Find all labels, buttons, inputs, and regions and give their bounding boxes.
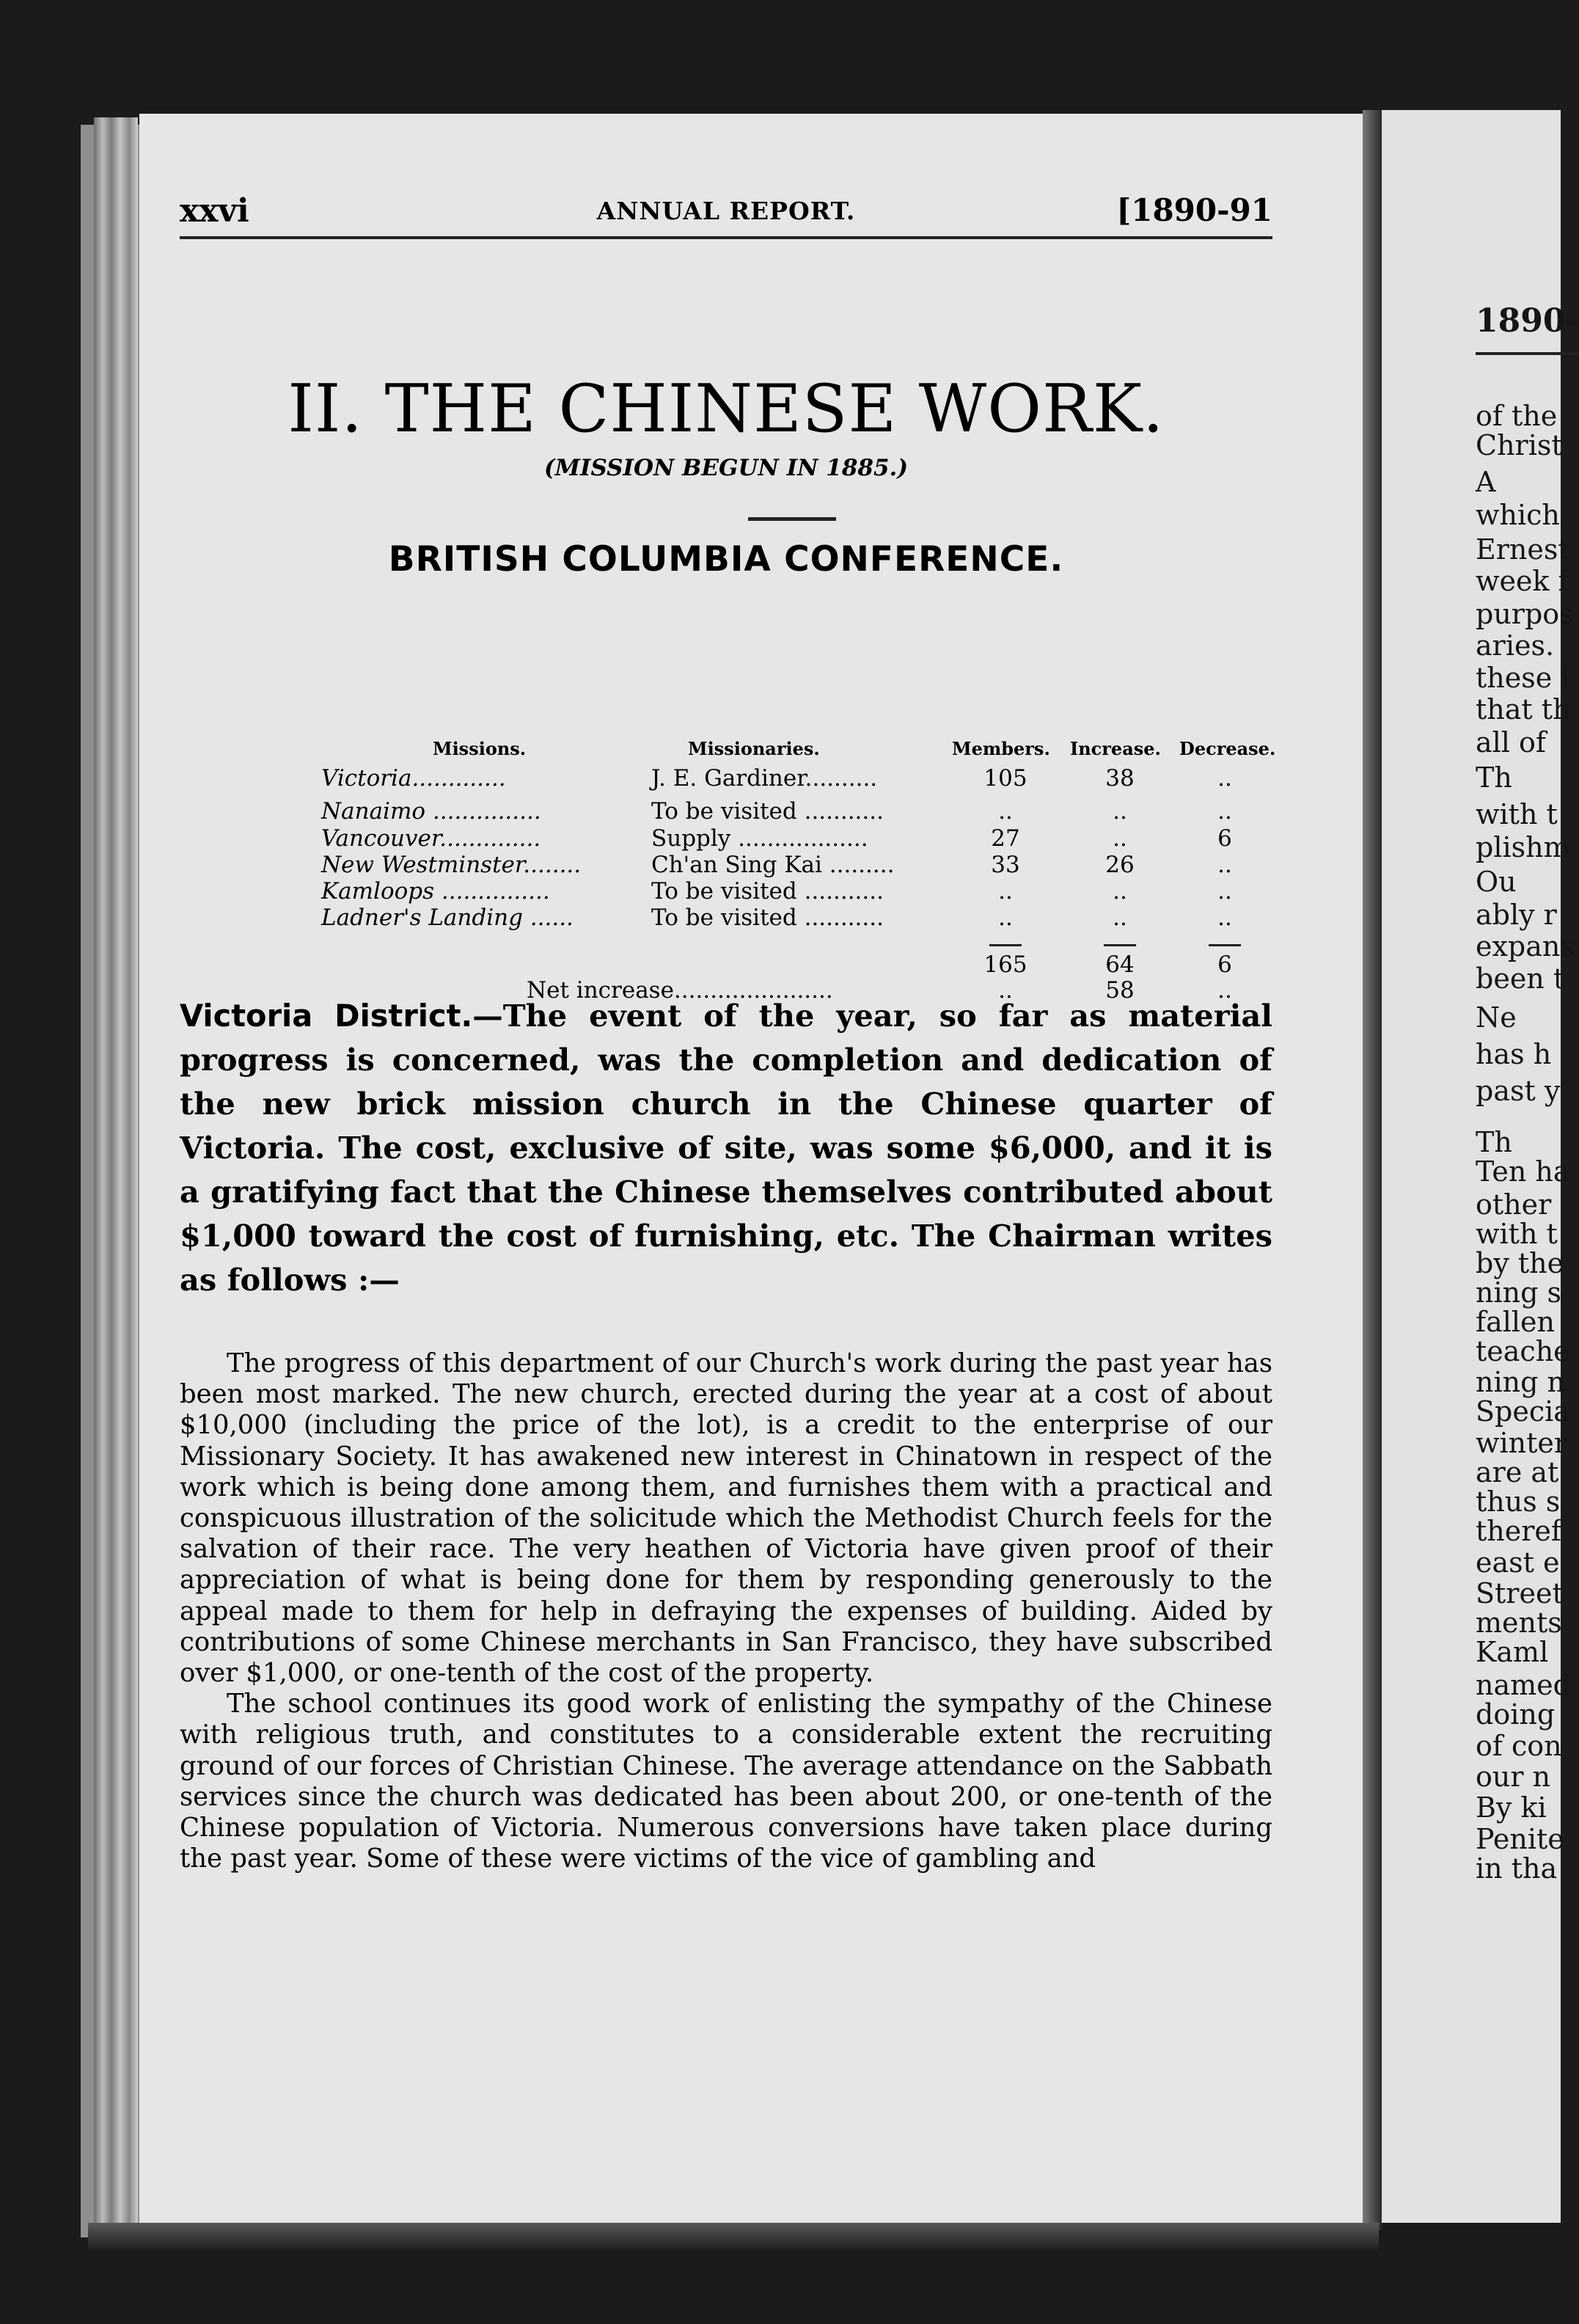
book-gutter [1363,110,1382,2230]
chairman-quote [180,1348,1272,1874]
total-rule-increase [1104,944,1136,946]
total-increase: 64 [1105,951,1135,978]
table-row-missionary: Supply .................. [651,825,868,852]
table-row-mission: Nanaimo ............... [321,798,541,825]
right-page-line: Christ [1476,429,1563,461]
table-row-missionary: Ch'an Sing Kai ......... [651,852,895,878]
right-page-line: has h [1476,1038,1552,1070]
right-page-line: ning s [1476,1276,1562,1309]
table-row-mission: Victoria............. [321,765,506,792]
table-header-decrease: Decrease. [1179,738,1276,759]
table-row-decrease: .. [1217,852,1232,878]
right-page-line: Kaml [1476,1636,1549,1668]
right-page-line: other [1476,1188,1552,1221]
conference-heading: BRITISH COLUMBIA CONFERENCE. [388,539,1064,580]
right-page-line: in tha [1476,1852,1558,1885]
table-row-mission: Vancouver.............. [321,825,541,852]
table-row-missionary: J. E. Gardiner.......... [651,765,878,792]
right-page-line: week f [1476,565,1569,597]
right-page-line: aries. [1476,629,1555,662]
table-row-increase: .. [1113,825,1127,852]
net-increase-value: 58 [1105,977,1135,1004]
right-page-line: Th [1476,1126,1512,1158]
right-page-line: named [1476,1669,1571,1701]
right-page-line: fallen [1476,1306,1555,1338]
table-row-members: .. [998,798,1013,825]
net-increase-decrease: .. [1217,977,1232,1004]
right-page-line: Ernest [1476,533,1569,566]
table-row-mission: Ladner's Landing ...... [321,905,574,931]
table-row-increase: .. [1113,878,1127,905]
district-heading: Victoria District. [180,998,473,1034]
right-running-head: 1890- [1476,302,1579,340]
total-decrease: 6 [1217,951,1232,978]
right-page-line: winter [1476,1427,1568,1459]
right-page-line: which [1476,499,1560,531]
net-increase-label: Net increase...................... [527,977,833,1004]
right-page-line: plishm [1476,831,1570,863]
bottom-shadow [88,2223,1379,2252]
right-page-line: Ten ha [1476,1155,1570,1188]
table-row-members: 105 [983,765,1027,792]
table-row-missionary: To be visited ........... [651,905,884,931]
right-page-line: these i [1476,662,1570,694]
right-page-line: all of [1476,726,1546,759]
table-row-members: 27 [991,825,1020,852]
table-header-missions: Missions. [433,738,527,759]
total-members: 165 [983,951,1027,978]
net-increase-members: .. [998,977,1013,1004]
table-row-mission: New Westminster........ [321,852,582,878]
right-head-rule [1476,352,1578,355]
right-page-line: our n [1476,1761,1551,1793]
right-page-line: ments [1476,1607,1562,1639]
table-row-decrease: 6 [1217,825,1232,852]
right-page-line: are at [1476,1456,1559,1488]
page-number: xxvi [180,192,249,230]
district-paragraph [180,994,1272,1302]
table-row-decrease: .. [1217,905,1232,931]
district-text: —The event of the year, so far as material progress is concerned, was the completion and dedication of the new brick mission church in the Chinese quarter of Victoria. The cost, exclusive of site, was some $6,000, and it is a gratifying fact that the Chinese themselves contributed about $1,000 toward the cost of furnishing, etc. The Chairman writes as follows :— [180,998,1272,1298]
right-page-line: by the [1476,1247,1564,1279]
right-page-line: Ou [1476,866,1517,898]
table-row-decrease: .. [1217,878,1232,905]
right-page-line: east e [1476,1546,1560,1579]
right-page-line: with t [1476,1218,1558,1250]
total-rule-members [989,944,1022,946]
title-rule [748,517,836,521]
table-header-missionaries: Missionaries. [688,738,820,759]
table-row-missionary: To be visited ........... [651,878,884,905]
table-header-members: Members. [952,738,1050,759]
right-page-line: expans [1476,930,1575,962]
right-page-line: past y [1476,1075,1561,1107]
table-row-members: .. [998,905,1013,931]
page-edges [94,117,138,2223]
running-head-year: [1890-91 [1116,192,1272,228]
quote-paragraph: The school continues its good work of enlisting the sympathy of the Chinese with religious truth, and constitutes to a considerable extent the recruiting ground of our forces of Christian Chinese. The average attendance on the Sabbath services since the church was dedicated has been about 200, or one-tenth of the Chinese population of Victoria. Numerous conversions have taken place during the past year. Some of these were victims of the vice of gambling and [180,1689,1272,1874]
running-head-title: ANNUAL REPORT. [596,197,856,225]
table-row-members: 33 [991,852,1020,878]
right-page-line: Th [1476,761,1512,794]
right-page-line: thus s [1476,1486,1561,1518]
table-row-missionary: To be visited ........... [651,798,884,825]
right-page-line: Ne [1476,1001,1517,1034]
right-page-line: that th [1476,693,1571,726]
right-page-line: Street [1476,1577,1564,1609]
table-row-increase: 26 [1105,852,1135,878]
table-row-increase: 38 [1105,765,1135,792]
right-page [1382,110,1579,2223]
right-page-line: ably r [1476,899,1557,931]
table-row-decrease: .. [1217,798,1232,825]
section-subtitle: (MISSION BEGUN IN 1885.) [543,455,909,481]
table-row-mission: Kamloops ............... [321,878,550,905]
total-rule-decrease [1209,944,1241,946]
right-page-line: theref [1476,1515,1561,1547]
right-page-line: with t [1476,798,1558,830]
table-header-increase: Increase. [1070,738,1161,759]
right-page-line: A [1476,466,1496,498]
right-page-line: Penite [1476,1823,1564,1855]
right-page-line: Specia [1476,1395,1570,1428]
right-page-line: been t [1476,962,1565,995]
right-page-line: ning n [1476,1366,1565,1398]
quote-paragraph: The progress of this department of our Church's work during the past year has been most marked. The new church, erected during the year at a cost of about $10,000 (including the price of the lot), is a credit to the enterprise of our Missionary Society. It has awakened new interest in Chinatown in respect of the work which is being done among them, and furnishes them with a practical and conspicuous illustration of the solicitude which the Methodist Church feels for the salvation of their race. The very heathen of Victoria have given proof of their appreciation of what is being done for them by responding generously to the appeal made to them for help in defraying the expenses of building. Aided by contributions of some Chinese merchants in San Francisco, they have subscribed over $1,000, or one-tenth of the cost of the property. [180,1348,1272,1689]
right-page-line: By ki [1476,1791,1547,1824]
running-head [180,192,1272,239]
table-row-increase: .. [1113,905,1127,931]
section-title: II. THE CHINESE WORK. [287,370,1165,447]
table-row-increase: .. [1113,798,1127,825]
right-page-line: purpos [1476,598,1574,630]
right-page-line: of con [1476,1730,1562,1762]
right-page-line: of the [1476,400,1558,432]
table-row-members: .. [998,878,1013,905]
right-page-line: doing [1476,1698,1556,1731]
right-page-line: teache [1476,1335,1570,1367]
table-row-decrease: .. [1217,765,1232,792]
